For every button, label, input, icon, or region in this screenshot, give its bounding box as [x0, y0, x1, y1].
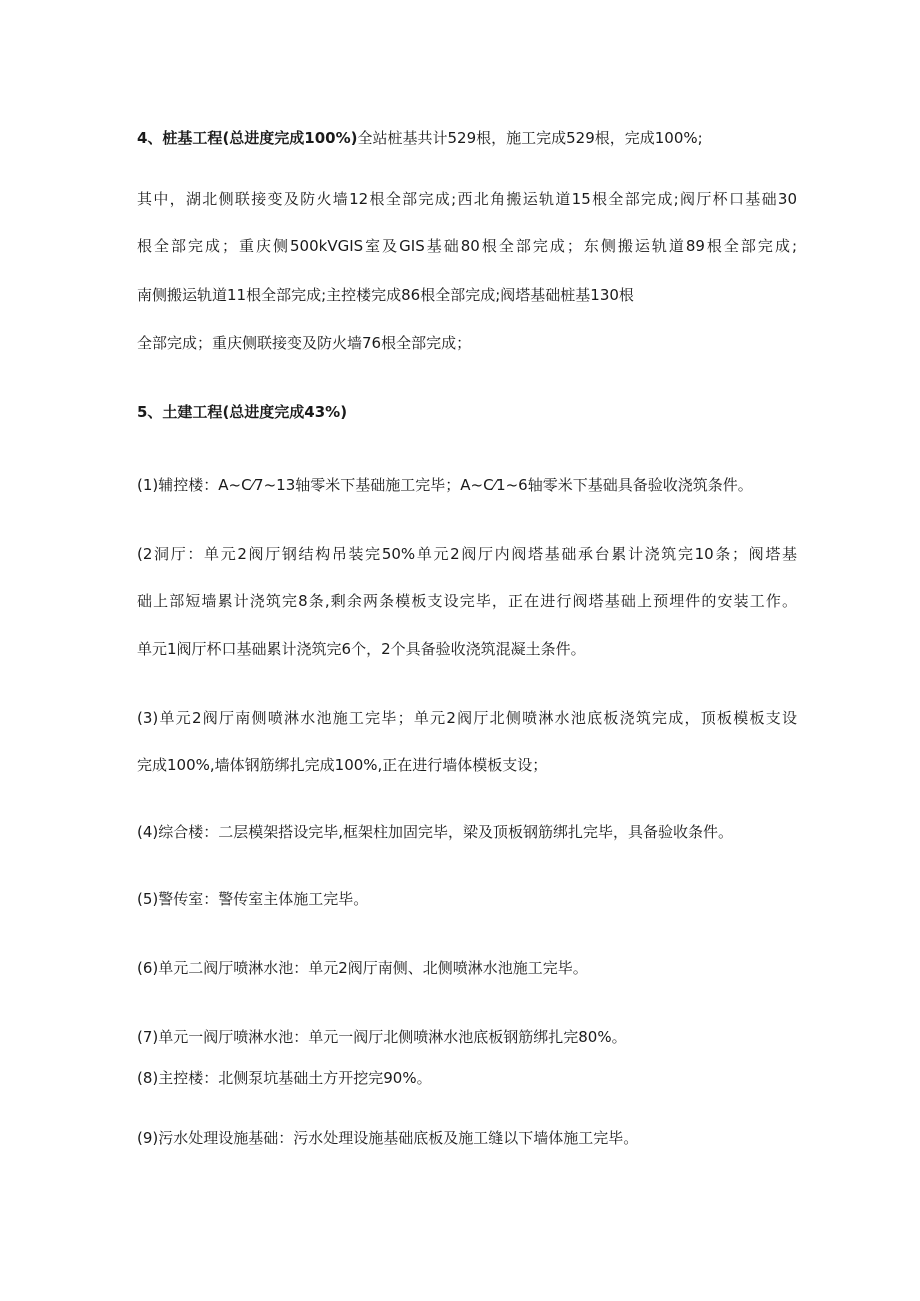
section-5-item-2-line-2: 础上部短墙累计浇筑完8条,剩余两条模板支设完毕，正在进行阀塔基础上预埋件的安装工作。	[137, 592, 797, 610]
section-5-item-7: (7)单元一阀厅喷淋水池：单元一阀厅北侧喷淋水池底板钢筋绑扎完80%。	[137, 1028, 627, 1046]
section-5-item-5: (5)警传室：警传室主体施工完毕。	[137, 890, 369, 908]
section-4-line-2: 根全部完成；重庆侧500kVGIS室及GIS基础80根全部完成；东侧搬运轨道89根全部完成;	[137, 237, 797, 255]
section-5-item-4: (4)综合楼：二层模架搭设完毕,框架柱加固完毕，梁及顶板钢筋绑扎完毕，具备验收条件。	[137, 823, 734, 841]
section-5-item-8: (8)主控楼：北侧泵坑基础土方开挖完90%。	[137, 1069, 432, 1087]
section-4-summary: 全站桩基共计529根，施工完成529根，完成100%;	[357, 129, 703, 147]
section-5-item-1: (1)辅控楼：A~C⁄7~13轴零米下基础施工完毕；A~C⁄1~6轴零米下基础具备验收浇筑条件。	[137, 476, 753, 494]
section-4-heading-line	[137, 128, 797, 148]
section-4-line-4: 全部完成；重庆侧联接变及防火墙76根全部完成；	[137, 334, 472, 352]
section-5-item-6: (6)单元二阀厅喷淋水池：单元2阀厅南侧、北侧喷淋水池施工完毕。	[137, 959, 588, 977]
section-5-item-3-line-1: (3)单元2阀厅南侧喷淋水池施工完毕；单元2阀厅北侧喷淋水池底板浇筑完成，顶板模板支设	[137, 709, 797, 727]
section-5-item-2-line-3: 单元1阀厅杯口基础累计浇筑完6个，2个具备验收浇筑混凝土条件。	[137, 640, 586, 658]
section-4-line-1: 其中，湖北侧联接变及防火墙12根全部完成;西北角搬运轨道15根全部完成;阀厅杯口基础30	[137, 190, 797, 208]
section-5-heading: 5、土建工程(总进度完成43%)	[137, 403, 348, 421]
section-4-line-3: 南侧搬运轨道11根全部完成;主控楼完成86根全部完成;阀塔基础桩基130根	[137, 286, 634, 304]
section-5-item-3-line-2: 完成100%,墙体钢筋绑扎完成100%,正在进行墙体模板支设；	[137, 756, 548, 774]
section-5-item-2-line-1: (2洞厅：单元2阀厅钢结构吊装完50%单元2阀厅内阀塔基础承台累计浇筑完10条；阀塔基	[137, 545, 797, 563]
section-5-item-9: (9)污水处理设施基础：污水处理设施基础底板及施工缝以下墙体施工完毕。	[137, 1129, 639, 1147]
section-4-heading: 4、桩基工程(总进度完成100%)	[137, 129, 358, 147]
